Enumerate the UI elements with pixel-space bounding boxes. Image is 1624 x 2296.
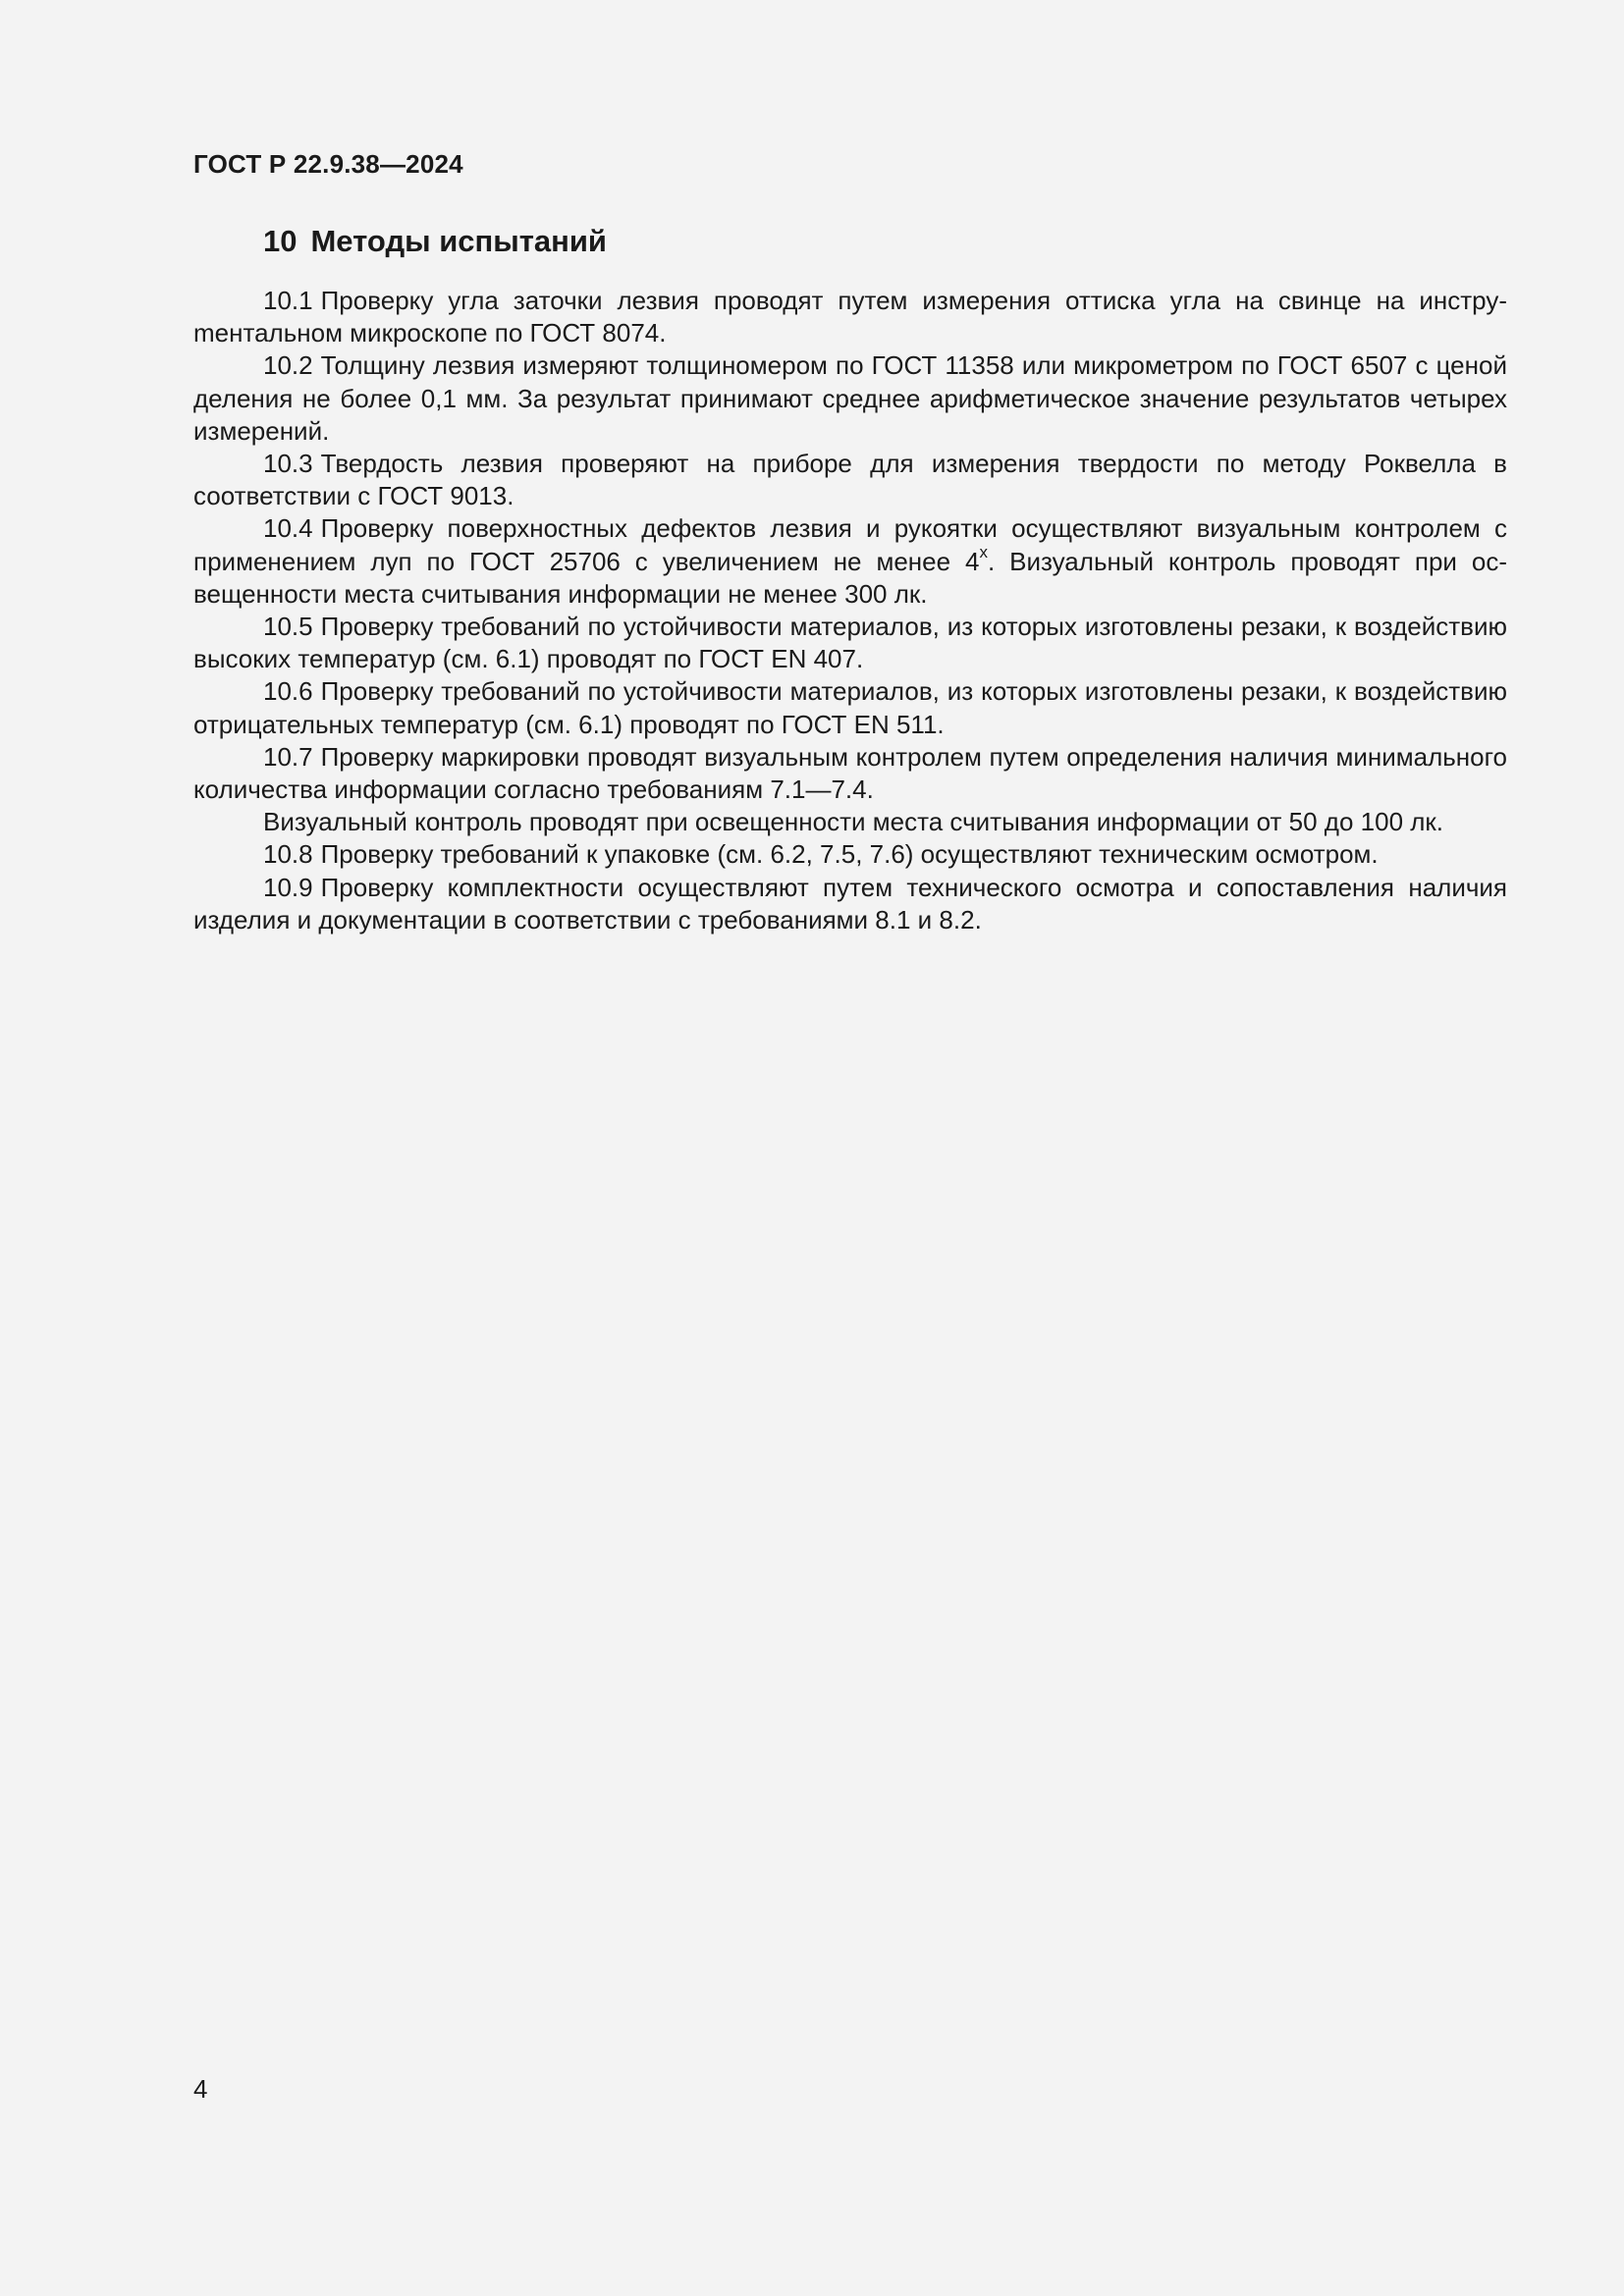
paragraph-number: 10.4 xyxy=(263,513,313,544)
page-number: 4 xyxy=(193,2074,208,2104)
paragraph-10-1 xyxy=(193,285,1507,349)
paragraph-text: Проверку комплектности осуществляют путем технического осмотра и сопоставления наличия изделия и документации в соответствии с требованиями 8.1 и 8.2. xyxy=(193,872,1507,934)
paragraph-10-7 xyxy=(193,741,1507,806)
paragraph-number: 10.9 xyxy=(263,872,313,902)
section-body xyxy=(193,285,1507,936)
paragraph-text: Проверку маркировки проводят визуальным контролем путем определения наличия минимального количества информации согласно требованиям 7.1—7.4. xyxy=(193,741,1507,805)
document-code-header: ГОСТ Р 22.9.38—2024 xyxy=(193,149,463,179)
paragraph-10-8 xyxy=(193,838,1507,871)
paragraph-number: 10.6 xyxy=(263,676,313,707)
paragraph-10-2 xyxy=(193,349,1507,448)
section-title-text: Методы испытаний xyxy=(310,224,607,258)
section-number: 10 xyxy=(263,224,298,258)
paragraph-number: 10.8 xyxy=(263,839,313,870)
paragraph-number: 10.5 xyxy=(263,612,313,642)
paragraph-10-5 xyxy=(193,611,1507,675)
paragraph-text-after-sup: . Визуальный контроль проводят при освещенности места считывания информации не менее 300 лк. xyxy=(193,546,1507,609)
paragraph-text: Проверку требований по устойчивости материалов, из которых изготовлены резаки, к воздействию отрицательных температур (см. 6.1) проводят по ГОСТ EN 511. xyxy=(193,676,1507,739)
paragraph-10-4 xyxy=(193,512,1507,611)
section-heading xyxy=(263,224,607,259)
paragraph-text: Проверку угла заточки лезвия проводят путем измерения оттиска угла на свинце на инструmентальном микроскопе по ГОСТ 8074. xyxy=(193,286,1507,348)
paragraph-text-before-sup: Проверку поверхностных дефектов лезвия и рукоятки осуществляют визуальным контролем с применением луп по ГОСТ 25706 с увеличением не менее 4 xyxy=(193,513,1507,576)
paragraph-number: 10.1 xyxy=(263,286,313,315)
paragraph-number: 10.2 xyxy=(263,350,313,381)
paragraph-text: Визуальный контроль проводят при освещенности места считывания информации от 50 до 100 лк. xyxy=(263,807,1444,837)
paragraph-10-6 xyxy=(193,675,1507,740)
paragraph-10-3 xyxy=(193,448,1507,512)
paragraph-number: 10.3 xyxy=(263,449,313,479)
magnification-superscript: x xyxy=(979,542,988,561)
paragraph-number: 10.7 xyxy=(263,741,313,772)
paragraph-10-7-continued xyxy=(193,806,1507,838)
paragraph-text: Проверку требований по устойчивости материалов, из которых изготовлены резаки, к воздействию высоких температур (см. 6.1) проводят по ГОСТ EN 407. xyxy=(193,612,1507,674)
paragraph-10-9 xyxy=(193,872,1507,936)
paragraph-text: Проверку требований к упаковке (см. 6.2, 7.5, 7.6) осуществляют техническим осмотром. xyxy=(320,839,1379,870)
paragraph-text: Твердость лезвия проверяют на приборе для измерения твердости по методу Роквелла в соответствии с ГОСТ 9013. xyxy=(193,449,1507,511)
paragraph-text: Толщину лезвия измеряют толщиномером по ГОСТ 11358 или микрометром по ГОСТ 6507 с ценой деления не более 0,1 мм. За результат принимают среднее арифметическое значение результатов четырех измерений. xyxy=(193,350,1507,446)
